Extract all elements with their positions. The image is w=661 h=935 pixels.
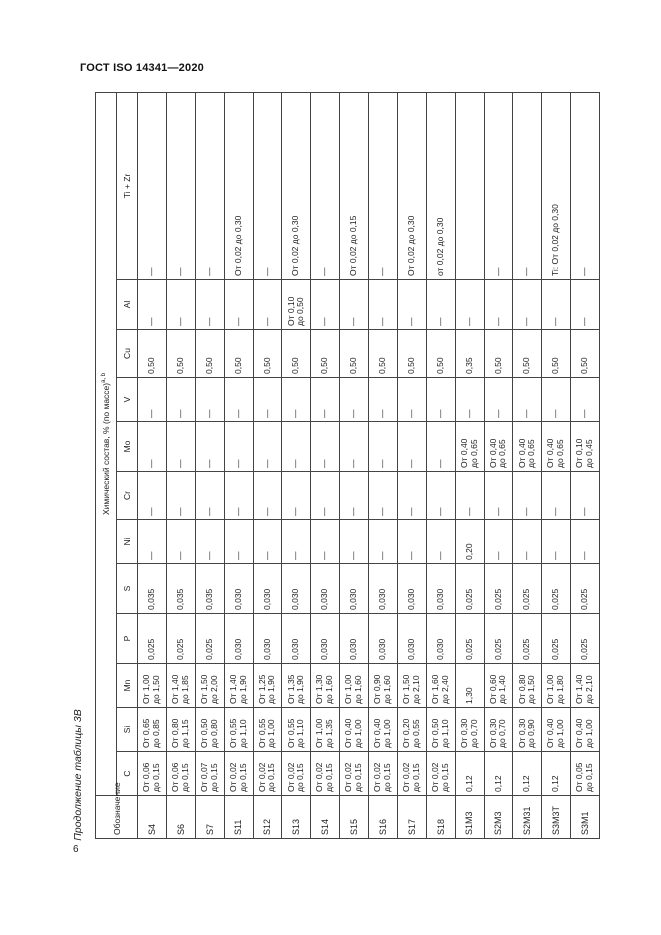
composition-cell: От 0,02 до 0,30 [282, 92, 311, 279]
grade-cell: S7 [195, 796, 224, 839]
composition-cell: — [513, 472, 542, 520]
table-row [542, 92, 571, 838]
column-header: S [117, 564, 138, 614]
column-header: C [117, 752, 138, 796]
composition-cell: — [426, 378, 455, 422]
grade-cell: S16 [369, 796, 398, 839]
composition-cell: 0,030 [224, 614, 253, 664]
composition-cell: — [224, 422, 253, 472]
composition-cell: — [253, 472, 282, 520]
composition-cell: — [542, 378, 571, 422]
composition-cell: — [397, 422, 426, 472]
composition-cell: 0,50 [340, 330, 369, 378]
composition-cell: От 1,00 до 1,60 [340, 664, 369, 708]
page-number: 6 [73, 844, 79, 855]
composition-cell: — [571, 92, 600, 279]
composition-cell: — [282, 520, 311, 564]
composition-cell: От 1,35 до 1,90 [282, 664, 311, 708]
composition-cell: 0,025 [138, 614, 167, 664]
table-row [282, 92, 311, 838]
column-header: Cu [117, 330, 138, 378]
composition-cell: От 0,02 до 0,15 [369, 752, 398, 796]
composition-cell: От 0,02 до 0,15 [340, 752, 369, 796]
composition-cell: — [138, 378, 167, 422]
composition-cell: — [282, 378, 311, 422]
composition-cell: 0,025 [455, 614, 484, 664]
composition-cell: 0,025 [166, 614, 195, 664]
column-header: Mo [117, 422, 138, 472]
grade-cell: S4 [138, 796, 167, 839]
rotated-table-frame [95, 93, 600, 839]
composition-cell: — [224, 378, 253, 422]
composition-cell [455, 92, 484, 279]
composition-cell: — [311, 92, 340, 279]
composition-cell: 0,035 [138, 564, 167, 614]
composition-cell: — [571, 280, 600, 330]
table-row [166, 92, 195, 838]
composition-cell: — [426, 280, 455, 330]
grade-cell: S17 [397, 796, 426, 839]
composition-cell: — [397, 472, 426, 520]
composition-cell: — [166, 472, 195, 520]
composition-cell: — [369, 472, 398, 520]
composition-cell: От 0,90 до 1,60 [369, 664, 398, 708]
composition-cell: — [138, 520, 167, 564]
composition-cell: От 0,30 до 0,90 [513, 708, 542, 752]
composition-cell: — [571, 378, 600, 422]
composition-cell: — [369, 520, 398, 564]
composition-cell: 0,025 [571, 564, 600, 614]
table-container [95, 93, 600, 839]
grade-cell: S18 [426, 796, 455, 839]
composition-cell: 0,030 [397, 614, 426, 664]
composition-cell: — [369, 378, 398, 422]
composition-cell: — [311, 378, 340, 422]
composition-cell: От 0,30 до 0,70 [455, 708, 484, 752]
table-row [484, 92, 513, 838]
composition-cell: От 1,60 до 2,40 [426, 664, 455, 708]
grade-cell: S3M1 [571, 796, 600, 839]
composition-cell: 0,030 [253, 564, 282, 614]
composition-cell: От 0,02 до 0,15 [311, 752, 340, 796]
composition-cell: — [253, 378, 282, 422]
composition-cell: 0,030 [397, 564, 426, 614]
composition-cell: 0,12 [484, 752, 513, 796]
composition-cell: 0,50 [369, 330, 398, 378]
composition-cell: От 1,00 до 1,35 [311, 708, 340, 752]
composition-cell: Ti: От 0,02 до 0,30 [542, 92, 571, 279]
composition-cell: От 0,06 до 0,15 [166, 752, 195, 796]
composition-cell: 0,50 [282, 330, 311, 378]
composition-cell: 0,030 [282, 614, 311, 664]
composition-cell: От 1,25 до 1,90 [253, 664, 282, 708]
composition-cell: 0,50 [397, 330, 426, 378]
column-header-row [117, 92, 138, 838]
composition-cell: 0,030 [426, 614, 455, 664]
composition-cell: 0,025 [195, 614, 224, 664]
composition-cell: — [369, 422, 398, 472]
composition-cell: От 0,40 до 0,65 [513, 422, 542, 472]
composition-cell: — [311, 472, 340, 520]
composition-cell: — [484, 92, 513, 279]
composition-cell: От 0,10 до 0,45 [571, 422, 600, 472]
column-header: Ti + Zr [117, 92, 138, 279]
composition-cell: 0,030 [369, 564, 398, 614]
composition-cell: — [311, 280, 340, 330]
table-row [253, 92, 282, 838]
composition-cell: — [224, 472, 253, 520]
composition-cell: — [426, 422, 455, 472]
composition-cell: От 0,02 до 0,15 [253, 752, 282, 796]
composition-cell: От 0,40 до 1,00 [571, 708, 600, 752]
composition-cell: 0,030 [224, 564, 253, 614]
column-header: Si [117, 708, 138, 752]
composition-cell: 0,50 [224, 330, 253, 378]
composition-cell: — [311, 520, 340, 564]
composition-cell: От 0,02 до 0,30 [397, 92, 426, 279]
composition-cell: От 1,50 до 2,00 [195, 664, 224, 708]
composition-cell: От 1,40 до 2,10 [571, 664, 600, 708]
composition-cell: От 0,02 до 0,15 [224, 752, 253, 796]
composition-cell: — [484, 378, 513, 422]
composition-cell: 0,030 [340, 614, 369, 664]
composition-cell: — [571, 520, 600, 564]
composition-cell: — [166, 280, 195, 330]
composition-cell: — [138, 280, 167, 330]
composition-cell: — [513, 280, 542, 330]
composition-cell: От 1,30 до 1,60 [311, 664, 340, 708]
column-header: Cr [117, 472, 138, 520]
composition-cell: 0,030 [253, 614, 282, 664]
composition-cell: От 0,55 до 1,10 [282, 708, 311, 752]
composition-cell: 0,025 [571, 614, 600, 664]
composition-cell: — [455, 280, 484, 330]
composition-cell: 0,025 [542, 564, 571, 614]
composition-cell: — [195, 520, 224, 564]
composition-cell: От 1,50 до 2,10 [397, 664, 426, 708]
table-row [426, 92, 455, 838]
table-row [195, 92, 224, 838]
table-caption: Продолжение таблицы 3В [72, 709, 84, 841]
composition-cell: 0,50 [138, 330, 167, 378]
composition-cell: — [455, 472, 484, 520]
composition-cell: — [426, 472, 455, 520]
table-body [138, 92, 600, 838]
composition-cell: — [513, 378, 542, 422]
composition-cell: От 0,02 до 0,15 [282, 752, 311, 796]
composition-cell: 0,12 [542, 752, 571, 796]
composition-cell: От 0,02 до 0,15 [426, 752, 455, 796]
composition-cell: — [542, 472, 571, 520]
table-row [369, 92, 398, 838]
composition-cell: 0,030 [426, 564, 455, 614]
composition-cell: От 0,50 до 1,10 [426, 708, 455, 752]
column-header: V [117, 378, 138, 422]
grade-cell: S2M3 [484, 796, 513, 839]
composition-cell: — [224, 520, 253, 564]
composition-cell: 0,50 [426, 330, 455, 378]
composition-cell: 0,50 [484, 330, 513, 378]
table-row [571, 92, 600, 838]
composition-cell: От 0,80 до 1,15 [166, 708, 195, 752]
designation-header: Обозначение [96, 796, 138, 839]
composition-cell: От 0,40 до 0,65 [455, 422, 484, 472]
composition-cell: 0,12 [455, 752, 484, 796]
composition-cell: От 1,40 до 1,85 [166, 664, 195, 708]
table-row [224, 92, 253, 838]
composition-cell: От 0,05 до 0,15 [571, 752, 600, 796]
composition-cell: — [166, 520, 195, 564]
caption-container [68, 700, 88, 850]
composition-cell: 0,030 [369, 614, 398, 664]
composition-cell: — [253, 422, 282, 472]
composition-cell: 0,50 [542, 330, 571, 378]
grade-cell: S13 [282, 796, 311, 839]
composition-cell: От 0,65 до 0,85 [138, 708, 167, 752]
composition-cell: — [426, 520, 455, 564]
composition-cell: От 0,02 до 0,30 [224, 92, 253, 279]
composition-cell: 0,50 [253, 330, 282, 378]
composition-cell: От 0,55 до 1,10 [224, 708, 253, 752]
composition-cell: 1,30 [455, 664, 484, 708]
composition-cell: 0,35 [455, 330, 484, 378]
composition-cell: — [513, 520, 542, 564]
composition-cell: От 0,80 до 1,50 [513, 664, 542, 708]
composition-cell: — [369, 280, 398, 330]
grade-cell: S11 [224, 796, 253, 839]
grade-cell: S15 [340, 796, 369, 839]
composition-cell: 0,025 [513, 614, 542, 664]
composition-cell: 0,025 [484, 614, 513, 664]
composition-cell: — [397, 280, 426, 330]
composition-cell: 0,025 [455, 564, 484, 614]
composition-cell: — [542, 280, 571, 330]
page-header: ГОСТ ISO 14341—2020 [80, 62, 204, 74]
composition-cell: — [340, 472, 369, 520]
composition-cell: От 0,60 до 1,40 [484, 664, 513, 708]
composition-cell: 0,50 [571, 330, 600, 378]
chemical-composition-table [95, 92, 600, 839]
composition-cell: — [195, 472, 224, 520]
composition-cell: — [138, 472, 167, 520]
grade-cell: S14 [311, 796, 340, 839]
composition-cell: От 1,40 до 1,90 [224, 664, 253, 708]
composition-cell: — [484, 472, 513, 520]
composition-cell: — [138, 92, 167, 279]
composition-cell: От 0,40 до 1,00 [340, 708, 369, 752]
composition-cell: 0,50 [166, 330, 195, 378]
column-header: Ni [117, 520, 138, 564]
composition-cell: 0,025 [484, 564, 513, 614]
composition-cell: 0,12 [513, 752, 542, 796]
table-row [513, 92, 542, 838]
composition-cell: — [195, 92, 224, 279]
composition-cell: — [397, 520, 426, 564]
composition-cell: — [542, 520, 571, 564]
composition-cell: От 0,40 до 0,65 [542, 422, 571, 472]
composition-cell: 0,030 [282, 564, 311, 614]
composition-cell: От 0,30 до 0,70 [484, 708, 513, 752]
composition-cell: — [513, 92, 542, 279]
composition-cell: От 0,50 до 0,80 [195, 708, 224, 752]
composition-cell: — [253, 92, 282, 279]
composition-cell: От 0,02 до 0,15 [397, 752, 426, 796]
composition-cell: От 0,06 до 0,15 [138, 752, 167, 796]
composition-cell: — [397, 378, 426, 422]
composition-cell: От 0,40 до 1,00 [369, 708, 398, 752]
composition-cell: 0,50 [513, 330, 542, 378]
composition-cell: — [253, 280, 282, 330]
composition-cell: — [282, 472, 311, 520]
table-row [138, 92, 167, 838]
table-row [311, 92, 340, 838]
composition-cell: От 0,40 до 0,65 [484, 422, 513, 472]
table-row [340, 92, 369, 838]
composition-cell: — [340, 422, 369, 472]
composition-group-header: Химический состав, % (по массе)$^{a, b}$ [96, 92, 117, 795]
composition-cell: — [195, 378, 224, 422]
composition-cell: — [455, 378, 484, 422]
composition-cell: — [138, 422, 167, 472]
composition-cell: От 0,20 до 0,55 [397, 708, 426, 752]
composition-cell: От 0,10 до 0,50 [282, 280, 311, 330]
composition-cell: — [253, 520, 282, 564]
composition-cell: 0,025 [513, 564, 542, 614]
column-header: P [117, 614, 138, 664]
composition-cell: от 0,02 до 0,30 [426, 92, 455, 279]
grade-cell: S2M31 [513, 796, 542, 839]
grade-cell: S1M3 [455, 796, 484, 839]
composition-cell: 0,030 [340, 564, 369, 614]
composition-cell: — [282, 422, 311, 472]
composition-cell: 0,50 [311, 330, 340, 378]
grade-cell: S6 [166, 796, 195, 839]
composition-cell: От 0,02 до 0,15 [340, 92, 369, 279]
composition-cell: — [340, 378, 369, 422]
composition-cell: — [484, 280, 513, 330]
column-header: Al [117, 280, 138, 330]
composition-cell: — [484, 520, 513, 564]
composition-cell: — [166, 378, 195, 422]
composition-cell: 0,030 [311, 564, 340, 614]
composition-cell: — [166, 422, 195, 472]
composition-cell: — [340, 520, 369, 564]
table-row [455, 92, 484, 838]
grade-cell: S3M3T [542, 796, 571, 839]
composition-cell: — [166, 92, 195, 279]
composition-cell: — [311, 422, 340, 472]
composition-cell: 0,030 [311, 614, 340, 664]
composition-cell: От 0,07 до 0,15 [195, 752, 224, 796]
composition-cell: От 1,00 до 1,50 [138, 664, 167, 708]
composition-cell: — [340, 280, 369, 330]
composition-cell: — [369, 92, 398, 279]
grade-cell: S12 [253, 796, 282, 839]
composition-cell: 0,50 [195, 330, 224, 378]
composition-cell: От 1,00 до 1,80 [542, 664, 571, 708]
composition-cell: — [224, 280, 253, 330]
composition-cell: — [195, 422, 224, 472]
composition-cell: 0,025 [542, 614, 571, 664]
composition-cell: — [195, 280, 224, 330]
composition-cell: От 0,55 до 1,00 [253, 708, 282, 752]
footnote-marks: a, b [101, 372, 108, 383]
composition-cell: 0,035 [166, 564, 195, 614]
composition-cell: 0,035 [195, 564, 224, 614]
table-row [397, 92, 426, 838]
header-row-group [96, 92, 117, 838]
column-header: Mn [117, 664, 138, 708]
composition-cell: От 0,40 до 1,00 [542, 708, 571, 752]
composition-cell: — [571, 472, 600, 520]
composition-cell: 0,20 [455, 520, 484, 564]
